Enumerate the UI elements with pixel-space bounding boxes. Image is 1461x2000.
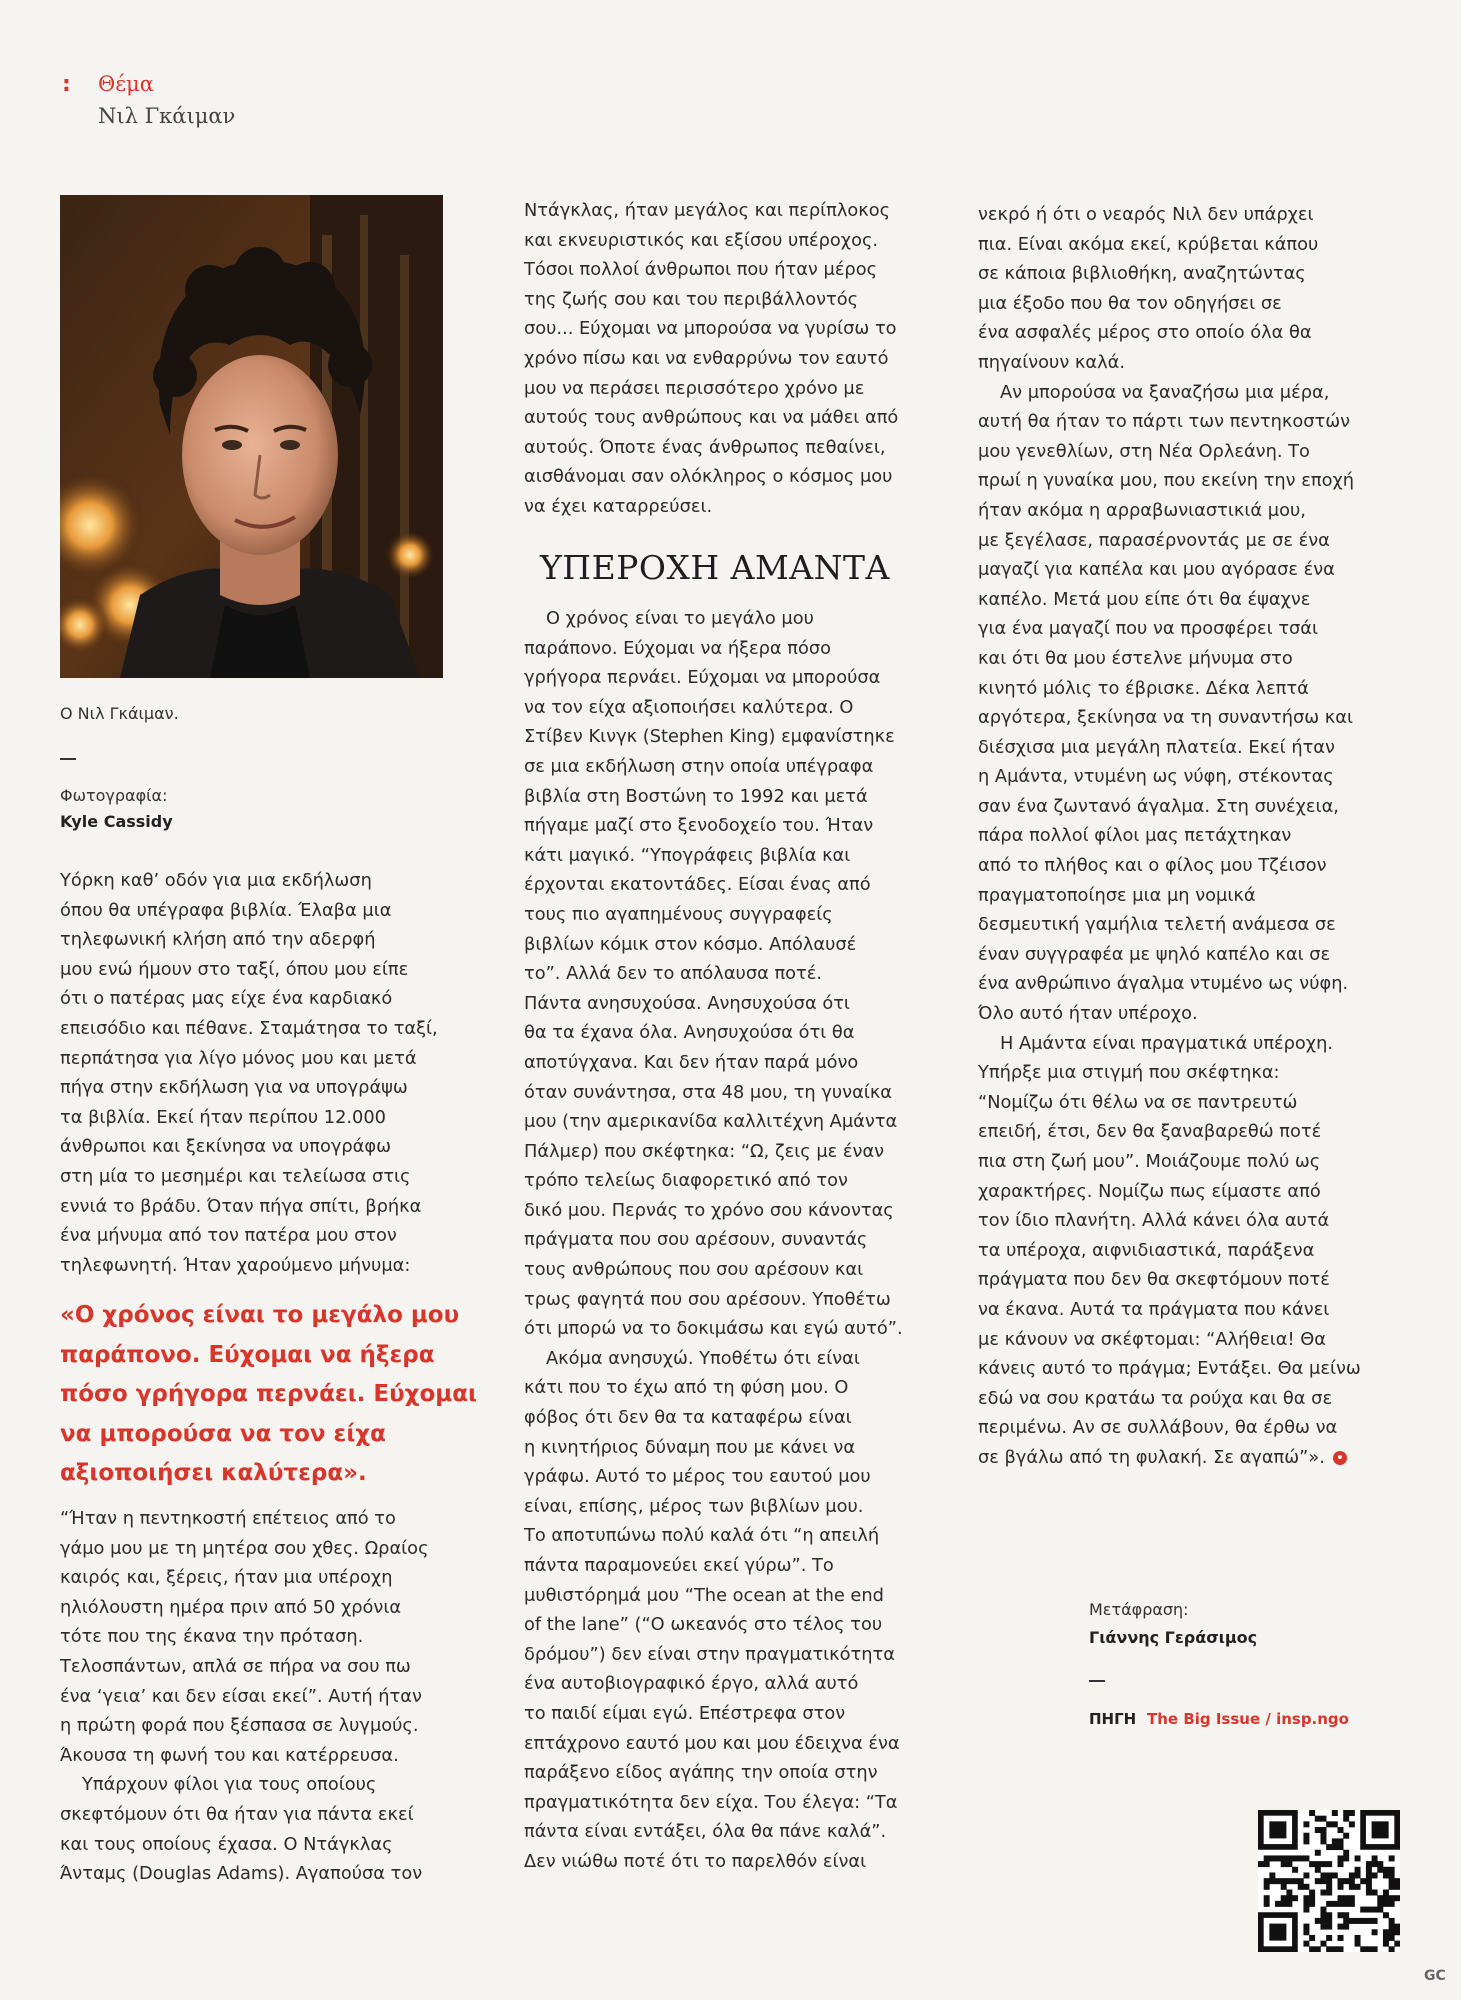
text-line: μαγαζί για καπέλα και μου αγόρασε ένα (978, 559, 1335, 581)
text-line: πήγα στην εκδήλωση για να υπογράψω (60, 1077, 408, 1099)
text-line: “Ήταν η πεντηκοστή επέτειος από το (60, 1508, 396, 1529)
translator-name: Γιάννης Γεράσιμος (1089, 1628, 1258, 1647)
text-line: τους πιο αγαπημένους συγγραφείς (524, 903, 833, 925)
text-line: Δεν νιώθω ποτέ ότι το παρελθόν είναι (524, 1850, 867, 1872)
column-1-bottom (60, 1504, 429, 1889)
text-line: αργότερα, ξεκίνησα να τη συναντήσω και (978, 707, 1353, 729)
text-line: ότι ο πατέρας μας είχε ένα καρδιακό (60, 988, 393, 1010)
source-link[interactable]: The Big Issue / insp.ngo (1147, 1710, 1349, 1728)
text-line: πια. Είναι ακόμα εκεί, κρύβεται κάπου (978, 233, 1319, 255)
text-line: Ακόμα ανησυχώ. Υποθέτω ότι είναι (546, 1347, 860, 1369)
author-photo (60, 195, 443, 678)
text-line: επτάχρονο εαυτό μου και μου έδειχνα ένα (524, 1732, 900, 1754)
section-label: Θέμα (98, 72, 154, 96)
translator-label: Μετάφραση: (1089, 1600, 1189, 1619)
text-line: πηγαίνουν καλά. (978, 351, 1126, 373)
text-line: μου να περάσει περισσότερο χρόνο με (524, 377, 865, 399)
text-line: πράγματα που δεν θα σκεφτόμουν ποτέ (978, 1269, 1330, 1291)
text-line: πραγματοποίησε μια μη νομικά (978, 884, 1256, 906)
text-line: διέσχισα μια μεγάλη πλατεία. Εκεί ήταν (978, 736, 1335, 758)
text-line: και ότι θα μου έστελνε μήνυμα στο (978, 647, 1293, 669)
divider (1089, 1680, 1105, 1682)
text-line: τους ανθρώπους που σου αρέσουν και (524, 1259, 864, 1281)
column-3 (978, 200, 1361, 1473)
text-line: χρόνο πίσω και να ενθαρρύνω τον εαυτό (524, 347, 889, 369)
section-marker-icon: : (62, 72, 71, 97)
qr-code-icon (1258, 1810, 1400, 1952)
text-line: το παιδί είμαι εγώ. Επέστρεφα στον (524, 1702, 846, 1724)
column-1-top (60, 866, 438, 1280)
text-line: όταν συνάντησα, στα 48 μου, τη γυναίκα (524, 1081, 893, 1103)
text-line: πήγαμε μαζί στο ξενοδοχείο του. Ήταν (524, 815, 874, 837)
text-line: Στίβεν Κινγκ (Stephen King) εμφανίστηκε (524, 726, 895, 748)
text-line: να τον είχα αξιοποιήσει καλύτερα. Ο (524, 696, 854, 718)
text-line: παράπονο. Εύχομαι να ήξερα πόσο (524, 637, 832, 659)
text-line: Υόρκη καθ’ οδόν για μια εκδήλωση (60, 870, 372, 891)
end-mark-icon (1333, 1451, 1347, 1465)
text-line: θα τα έχανα όλα. Ανησυχούσα ότι θα (524, 1022, 855, 1044)
text-line: κινητό μόλις το έβρισκε. Δέκα λεπτά (978, 677, 1309, 699)
text-line: έναν συγγραφέα με ψηλό καπέλο και σε (978, 943, 1331, 965)
text-line: γάμο μου με τη μητέρα σου χθες. Ωραίος (60, 1537, 429, 1559)
text-line: ένα αυτοβιογραφικό έργο, αλλά αυτό (524, 1673, 859, 1695)
text-line: Υπήρξε μια στιγμή που σκέφτηκα: (978, 1062, 1280, 1084)
text-line: σου... Εύχομαι να μπορούσα να γυρίσω το (524, 318, 897, 340)
text-line: τηλεφωνική κλήση από την αδερφή (60, 929, 376, 951)
text-line: πάρα πολλοί φίλοι μας πετάχτηκαν (978, 825, 1292, 847)
paragraph (524, 196, 898, 522)
text-line: Ντάγκλας, ήταν μεγάλος και περίπλοκος (524, 200, 891, 221)
text-line: όπου θα υπέγραφα βιβλία. Έλαβα μια (60, 899, 392, 921)
text-line: “Νομίζω ότι θέλω να σε παντρευτώ (978, 1091, 1298, 1113)
source-line (1089, 1710, 1349, 1728)
text-line: πάντα παραμονεύει εκεί γύρω”. Το (524, 1555, 834, 1576)
text-line: δικό μου. Περνάς το χρόνο σου κάνοντας (524, 1199, 894, 1221)
column-2-bottom (524, 604, 903, 1877)
divider (60, 758, 76, 760)
section-heading: ΥΠΕΡΟΧΗ ΑΜΑΝΤΑ (540, 548, 890, 587)
section-author: Νιλ Γκάιμαν (98, 104, 236, 128)
text-line: έρχονται εκατοντάδες. Είσαι ένας από (524, 874, 871, 896)
text-line: γρήγορα περνάει. Εύχομαι να μπορούσα (524, 667, 881, 689)
text-line: κάνεις αυτό το πράγμα; Εντάξει. Θα μείνω (978, 1358, 1361, 1380)
text-line: σε κάποια βιβλιοθήκη, αναζητώντας (978, 263, 1306, 285)
text-line: εννιά το βράδυ. Όταν πήγα σπίτι, βρήκα (60, 1195, 422, 1217)
text-line: μια έξοδο που θα τον οδηγήσει σε (978, 292, 1282, 314)
text-line: βιβλίων κόμικ στον κόσμο. Απόλαυσέ (524, 933, 857, 955)
text-line: τότε που της έκανα την πρόταση. (60, 1626, 364, 1648)
text-line: Ο χρόνος είναι το μεγάλο μου (546, 608, 814, 629)
text-line: τρόπο τελείως διαφορετικό από τον (524, 1170, 848, 1192)
text-line: είναι, επίσης, μέρος των βιβλίων μου. (524, 1495, 864, 1517)
text-line: αυτούς. Όποτε ένας άνθρωπος πεθαίνει, (524, 436, 886, 458)
text-line: αυτούς τους ανθρώπους και να μάθει από (524, 407, 899, 429)
text-line: μου γενεθλίων, στη Νέα Ορλεάνη. Το (978, 440, 1310, 462)
text-line: χαρακτήρες. Νομίζω πως είμαστε από (978, 1180, 1321, 1202)
text-line: από το πλήθος και ο φίλος μου Τζέισον (978, 855, 1327, 877)
text-line: ήταν ακόμα η αρραβωνιαστικιά μου, (978, 499, 1306, 521)
scan-watermark: GC (1424, 1968, 1446, 1984)
text-line: Αν μπορούσα να ξαναζήσω μια μέρα, (1000, 381, 1330, 403)
text-line: το”. Αλλά δεν το απόλαυσα ποτέ. (524, 963, 823, 985)
text-line: κάτι που το έχω από τη φύση μου. Ο (524, 1377, 849, 1399)
text-line: δρόμου”) δεν είναι στην πραγματικότητα (524, 1643, 895, 1665)
text-line: Πάντα ανησυχούσα. Ανησυχούσα ότι (524, 992, 850, 1014)
text-line: ηλιόλουστη ημέρα πριν από 50 χρόνια (60, 1596, 402, 1618)
text-line: περπάτησα για λίγο μόνος μου και μετά (60, 1047, 417, 1069)
text-line: παράξενο είδος αγάπης την οποία στην (524, 1762, 878, 1784)
text-line: καπέλο. Μετά μου είπε ότι θα έψαχνε (978, 588, 1311, 610)
text-line: τα υπέροχα, αιφνιδιαστικά, παράξενα (978, 1239, 1315, 1261)
text-line: για ένα μαγαζί που να προσφέρει τσάι (978, 618, 1319, 640)
text-line: of the lane” (“Ο ωκεανός στο τέλος του (524, 1614, 883, 1636)
text-line: ένα ‘γεια’ και δεν είσαι εκεί”. Αυτή ήταν (60, 1685, 422, 1707)
text-line: Πάλμερ) που σκέφτηκα: “Ω, ζεις με έναν (524, 1140, 885, 1162)
text-line: Τόσοι πολλοί άνθρωποι που ήταν μέρος (524, 259, 878, 281)
text-line: πάντα είναι εντάξει, όλα θα πάνε καλά”. (524, 1821, 887, 1843)
text-line: τηλεφωνητή. Ήταν χαρούμενο μήνυμα: (60, 1254, 411, 1276)
text-line: κάτι μαγικό. “Υπογράφεις βιβλία και (524, 844, 851, 866)
text-line: μυθιστόρημά μου “The ocean at the end (524, 1584, 884, 1606)
text-line: δεσμευτική γαμήλια τελετή ανάμεσα σε (978, 914, 1336, 936)
text-line: με κάνουν να σκέφτομαι: “Αλήθεια! Θα (978, 1328, 1327, 1350)
text-line: επεισόδιο και πέθανε. Σταμάτησα το ταξί, (60, 1017, 438, 1039)
text-line: ότι μπορώ να το δοκιμάσω και εγώ αυτό”. (524, 1318, 903, 1340)
text-line: η πρώτη φορά που ξέσπασα σε λυγμούς. (60, 1715, 419, 1737)
paragraph (524, 604, 903, 1877)
text-line: πραγματικότητα δεν είχα. Του έλεγα: “Τα (524, 1791, 898, 1813)
photo-credit-name: Kyle Cassidy (60, 812, 173, 831)
text-line: τα βιβλία. Εκεί ήταν περίπου 12.000 (60, 1106, 386, 1128)
text-line: Άκουσα τη φωνή του και κατέρρευσα. (60, 1744, 399, 1766)
text-line: νεκρό ή ότι ο νεαρός Νιλ δεν υπάρχει (978, 204, 1314, 225)
photo-credit-label: Φωτογραφία: (60, 786, 168, 805)
text-line: ένα μήνυμα από τον πατέρα μου στον (60, 1225, 397, 1247)
text-line: Το αποτυπώνω πολύ καλά ότι “η απειλή (524, 1525, 880, 1547)
text-line: τον ίδιο πλανήτη. Αλλά κάνει όλα αυτά (978, 1210, 1330, 1232)
text-line: εδώ να σου κρατάω τα ρούχα και θα σε (978, 1387, 1333, 1409)
text-line: ένα ανθρώπινο άγαλμα ντυμένο ως νύφη. (978, 973, 1349, 995)
text-line: αποτύγχανα. Και δεν ήταν παρά μόνο (524, 1051, 859, 1073)
text-line: σε βγάλω από τη φυλακή. Σε αγαπώ”». (978, 1443, 1361, 1473)
text-line: άνθρωποι και ξεκίνησα να υπογράφω (60, 1136, 392, 1158)
text-line: σε μια εκδήλωση στην οποία υπέγραφα (524, 755, 874, 777)
text-line: πια στη ζωή μου”. Μοιάζουμε πολύ ως (978, 1151, 1321, 1172)
text-line: βιβλία στη Βοστώνη το 1992 και μετά (524, 785, 868, 807)
text-line: σκεφτόμουν ότι θα ήταν για πάντα εκεί (60, 1803, 414, 1825)
text-line: η κινητήριος δύναμη που με κάνει να (524, 1436, 856, 1458)
text-line: περιμένω. Αν σε συλλάβουν, θα έρθω να (978, 1417, 1338, 1439)
paragraph (60, 866, 438, 1280)
text-line: Η Αμάντα είναι πραγματικά υπέροχη. (1000, 1032, 1333, 1054)
text-line: αυτή θα ήταν το πάρτι των πεντηκοστών (978, 411, 1351, 433)
text-line: σαν ένα ζωντανό άγαλμα. Στη συνέχεια, (978, 795, 1339, 817)
text-line: ένα ασφαλές μέρος στο οποίο όλα θα (978, 322, 1312, 344)
text-line: και τους οποίους έχασα. Ο Ντάγκλας (60, 1833, 393, 1855)
text-line: μου (την αμερικανίδα καλλιτέχνη Αμάντα (524, 1111, 898, 1133)
text-line: της ζωής σου και του περιβάλλοντός (524, 288, 859, 310)
text-line: καιρός και, ξέρεις, ήταν μια υπέροχη (60, 1567, 393, 1589)
text-line: Όλο αυτό ήταν υπέροχο. (978, 1003, 1198, 1025)
portrait-image (60, 195, 443, 678)
source-label: ΠΗΓΗ (1089, 1710, 1137, 1728)
text-line: τρως φαγητά που σου αρέσουν. Υποθέτω (524, 1288, 891, 1310)
text-line: Τελοσπάντων, απλά σε πήρα να σου πω (60, 1655, 411, 1677)
text-line: Υπάρχουν φίλοι για τους οποίους (82, 1774, 377, 1796)
text-line: φόβος ότι δεν θα τα καταφέρω είναι (524, 1407, 852, 1429)
text-line: με ξεγέλασε, παρασέρνοντάς με σε ένα (978, 529, 1330, 551)
pull-quote: «Ο χρόνος είναι το μεγάλο μου παράπονο. Εύχομαι να ήξερα πόσο γρήγορα περνάει. Εύχομαι να μπορούσα να τον είχα αξιοποιήσει καλύτερα». (60, 1302, 477, 1486)
text-line: πρωί η γυναίκα μου, που εκείνη την εποχή (978, 470, 1354, 492)
text-line: να έχει καταρρεύσει. (524, 495, 713, 517)
text-line: και εκνευριστικός και εξίσου υπέροχος. (524, 229, 879, 251)
text-line: αισθάνομαι σαν ολόκληρος ο κόσμος μου (524, 466, 893, 488)
text-line: Άνταμς (Douglas Adams). Αγαπούσα τον (60, 1863, 423, 1885)
paragraph (978, 200, 1361, 1473)
text-line: επειδή, έτσι, δεν θα ξαναβαρεθώ ποτέ (978, 1121, 1322, 1143)
photo-caption: Ο Νιλ Γκάιμαν. (60, 704, 179, 723)
text-line: πράγματα που σου αρέσουν, συναντάς (524, 1229, 868, 1251)
paragraph (60, 1504, 429, 1889)
text-line: μου ενώ ήμουν στο ταξί, όπου μου είπε (60, 958, 409, 980)
text-line: στη μία το μεσημέρι και τελείωσα στις (60, 1165, 411, 1187)
text-line: να έκανα. Αυτά τα πράγματα που κάνει (978, 1298, 1330, 1320)
text-line: γράφω. Αυτό το μέρος του εαυτού μου (524, 1466, 871, 1488)
text-line: η Αμάντα, ντυμένη ως νύφη, στέκοντας (978, 766, 1334, 788)
column-2-top (524, 196, 898, 522)
